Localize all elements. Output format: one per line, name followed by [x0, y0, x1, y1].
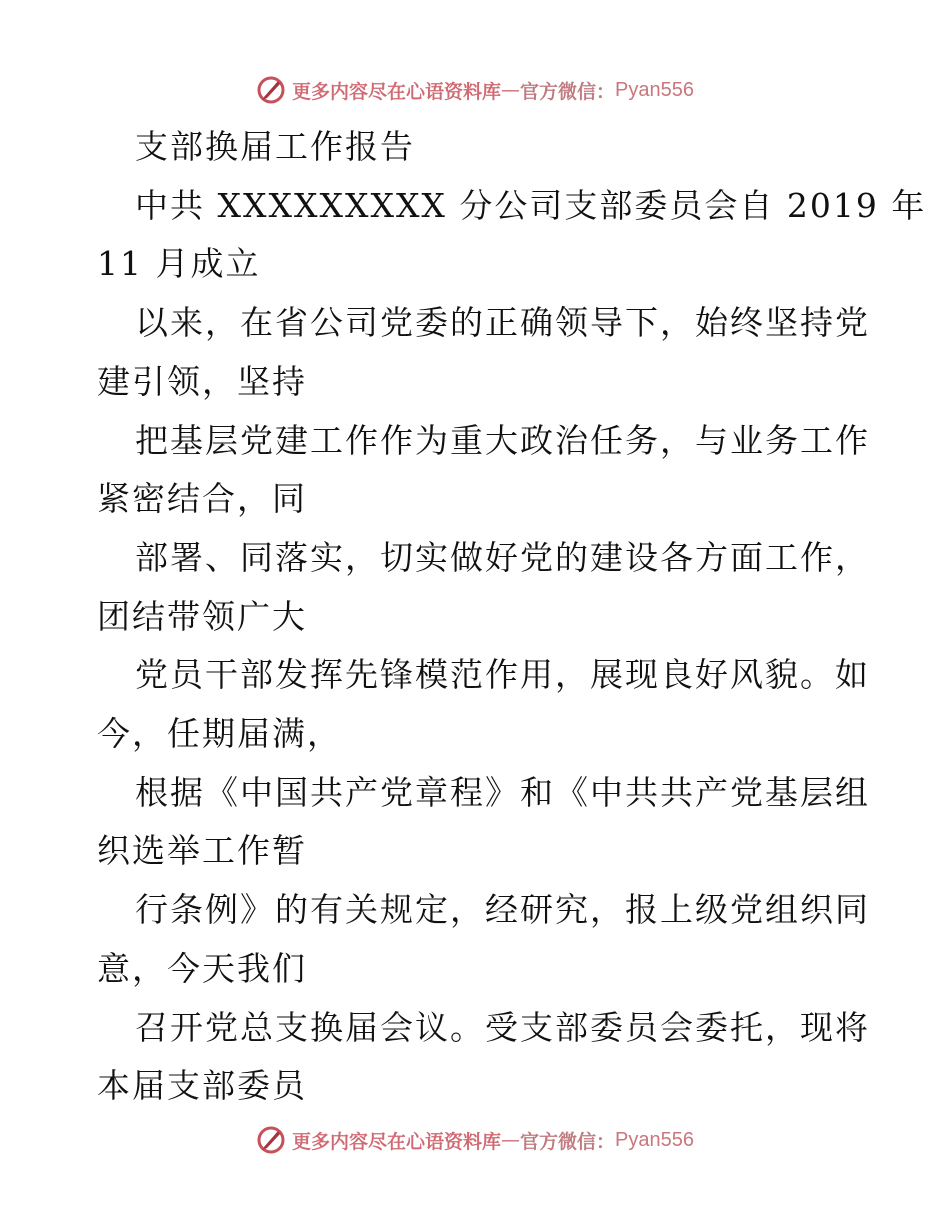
document-line: 意，今天我们: [97, 948, 307, 988]
banner-wechat-handle: Pyan556: [615, 78, 694, 101]
header-watermark-banner: [0, 70, 950, 110]
banner-text: 更多内容尽在心语资料库: [292, 1130, 502, 1153]
document-line: 部署、同落实，切实做好党的建设各方面工作，: [135, 537, 870, 577]
document-line: 党员干部发挥先锋模范作用，展现良好风貌。如: [135, 655, 870, 695]
document-line: 根据《中国共产党章程》和《中共共产党基层组: [135, 772, 870, 812]
banner-wechat-label: 官方微信：: [520, 80, 616, 103]
document-line: 本届支部委员: [97, 1066, 307, 1106]
document-line: 今，任期届满，: [97, 714, 342, 753]
document-title: 支部换届工作报告: [135, 127, 415, 166]
document-line: 召开党总支换届会议。受支部委员会委托，现将: [135, 1007, 870, 1047]
banner-dash: —: [501, 79, 521, 101]
document-line: 11 月成立: [97, 244, 261, 284]
quill-circle-icon: [256, 1125, 286, 1155]
document-line: 把基层党建工作作为重大政治任务，与业务工作: [135, 420, 870, 460]
banner-wechat-label: 官方微信：: [520, 1130, 616, 1153]
footer-watermark-banner: [0, 1120, 950, 1160]
quill-circle-icon: [256, 75, 286, 105]
document-line: 以来，在省公司党委的正确领导下，始终坚持党: [135, 303, 870, 343]
document-line: 行条例》的有关规定，经研究，报上级党组织同: [135, 890, 870, 930]
document-line: 紧密结合，同: [97, 479, 307, 519]
document-line: 团结带领广大: [97, 596, 307, 636]
banner-text: 更多内容尽在心语资料库: [292, 80, 502, 103]
document-line: 织选举工作暂: [97, 831, 307, 871]
document-line: 中共 XXXXXXXXX 分公司支部委员会自 2019 年: [135, 185, 927, 225]
banner-wechat-handle: Pyan556: [615, 1128, 694, 1151]
document-line: 建引领，坚持: [97, 361, 307, 401]
banner-dash: —: [501, 1129, 521, 1151]
